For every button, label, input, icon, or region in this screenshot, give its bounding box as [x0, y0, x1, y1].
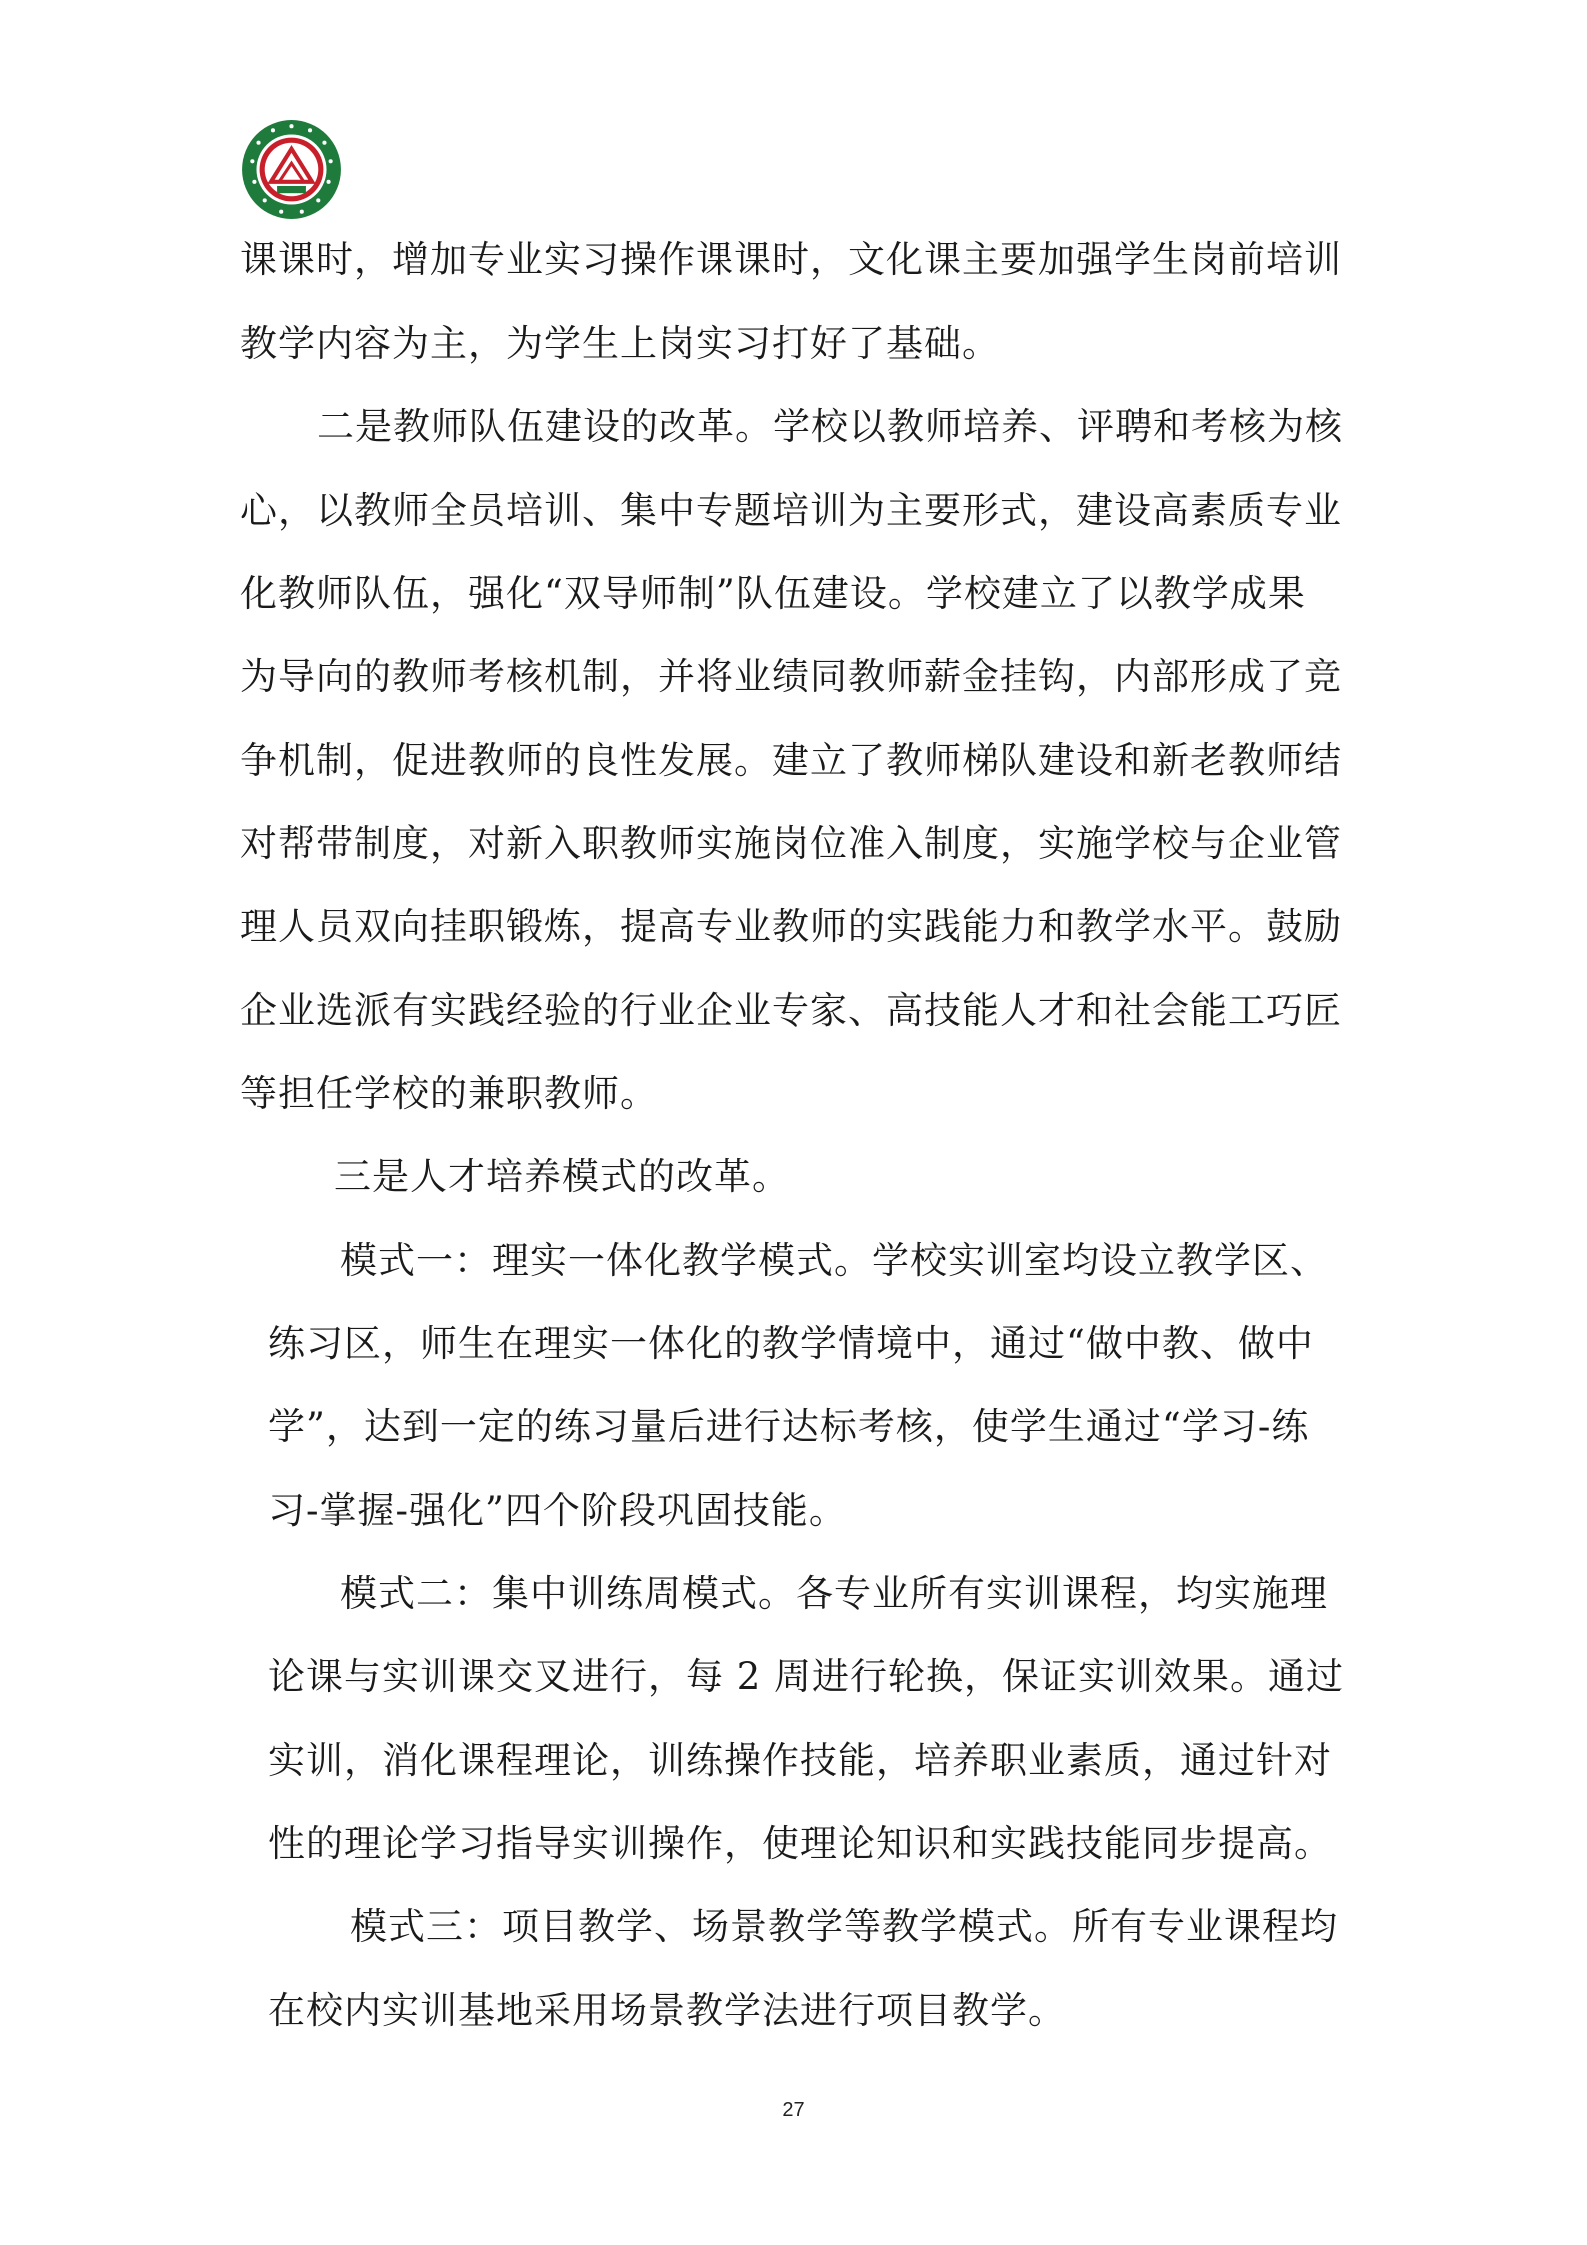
text-line: 等担任学校的兼职教师。 [240, 1072, 658, 1115]
text-line: 为导向的教师考核机制，并将业绩同教师薪金挂钩，内部形成了竞 [240, 655, 1342, 698]
text-line: 理人员双向挂职锻炼，提高专业教师的实践能力和教学水平。鼓励 [240, 905, 1342, 948]
text-line: 教学内容为主，为学生上岗实习打好了基础。 [240, 322, 1000, 365]
school-emblem-icon [240, 118, 343, 221]
text-line: 企业选派有实践经验的行业企业专家、高技能人才和社会能工巧匠 [240, 989, 1342, 1032]
text-line: 对帮带制度，对新入职教师实施岗位准入制度，实施学校与企业管 [240, 822, 1342, 865]
text-line: 练习区，师生在理实一体化的教学情境中，通过“做中教、做中 [268, 1322, 1314, 1365]
text-line: 论课与实训课交叉进行，每 2 周进行轮换，保证实训效果。通过 [268, 1655, 1345, 1698]
text-line: 实训，消化课程理论，训练操作技能，培养职业素质，通过针对 [268, 1739, 1332, 1782]
text-line: 课课时，增加专业实习操作课课时，文化课主要加强学生岗前培训 [240, 238, 1342, 281]
text-line: 模式一：理实一体化教学模式。学校实训室均设立教学区、 [340, 1239, 1328, 1282]
text-line: 化教师队伍，强化“双导师制”队伍建设。学校建立了以教学成果 [240, 572, 1306, 615]
text-line: 争机制，促进教师的良性发展。建立了教师梯队建设和新老教师结 [240, 739, 1342, 782]
text-line: 三是人才培养模式的改革。 [334, 1155, 790, 1198]
text-line: 模式二：集中训练周模式。各专业所有实训课程，均实施理 [340, 1572, 1328, 1615]
text-line: 习-掌握-强化”四个阶段巩固技能。 [268, 1489, 847, 1532]
text-line: 在校内实训基地采用场景教学法进行项目教学。 [268, 1989, 1066, 2032]
text-line: 心，以教师全员培训、集中专题培训为主要形式，建设高素质专业 [240, 489, 1342, 532]
text-line: 二是教师队伍建设的改革。学校以教师培养、评聘和考核为核 [317, 405, 1343, 448]
page-number: 27 [782, 2099, 805, 2121]
text-line: 学”，达到一定的练习量后进行达标考核，使学生通过“学习-练 [268, 1405, 1310, 1448]
text-line: 模式三：项目教学、场景教学等教学模式。所有专业课程均 [350, 1905, 1338, 1948]
text-line: 性的理论学习指导实训操作，使理论知识和实践技能同步提高。 [268, 1822, 1332, 1865]
